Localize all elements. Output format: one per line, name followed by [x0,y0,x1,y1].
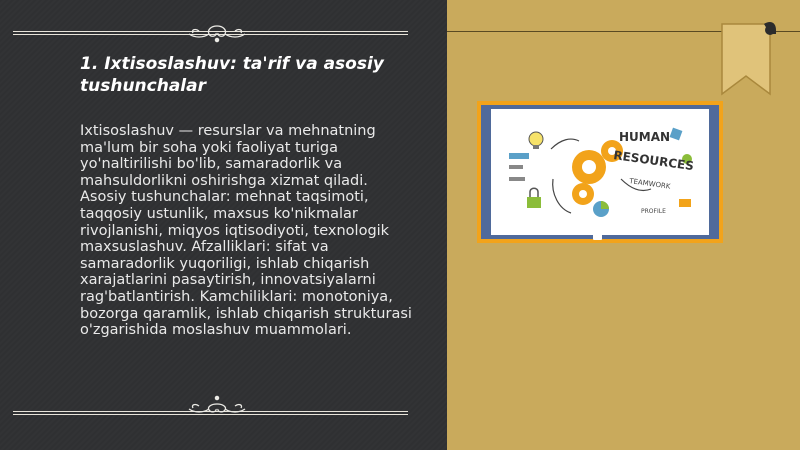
image-anchor-marker [593,231,602,240]
hr-image [491,109,709,235]
ornament-flourish-icon [185,22,249,44]
image-text-teamwork: TEAMWORK [628,177,671,191]
slide-body-text: Ixtisoslashuv — resurslar va mehnatning ma'lum bir soha yoki faoliyat turiga yo'naltirilishi bo'lib, samaradorlik va mahsuldorlikni oshirishga xizmat qiladi. Asosiy tushunchalar: mehnat taqsimoti, taqqosiy ustunlik, maxsus ko'nikmalar rivojlanishi, miqyos iqtisodiyoti, texnologik maxsuslashuv. Afzalliklari: sifat va samaradorlik yuqoriligi, ishlab chiqarish xarajatlarini pasaytirish, innovatsiyalarni rag'batlantirish. Kamchiliklari: monotoniya, bozorga qaramlik, ishlab chiqarish strukturasi o'zgarishida moslashuv muammolari. [80,123,412,339]
slide-title: 1. Ixtisoslashuv: ta'rif va asosiy tushunchalar [80,54,384,96]
lightbulb-icon [529,132,543,149]
hr-image-frame [477,101,723,243]
lock-icon [527,188,541,208]
image-text-resources: RESOURCES [612,148,695,174]
image-text-profile: PROFILE [641,208,666,215]
bookmark-ribbon-icon [718,20,778,100]
ornament-flourish-icon-bottom [185,395,249,417]
image-text-human: HUMAN [619,130,671,144]
